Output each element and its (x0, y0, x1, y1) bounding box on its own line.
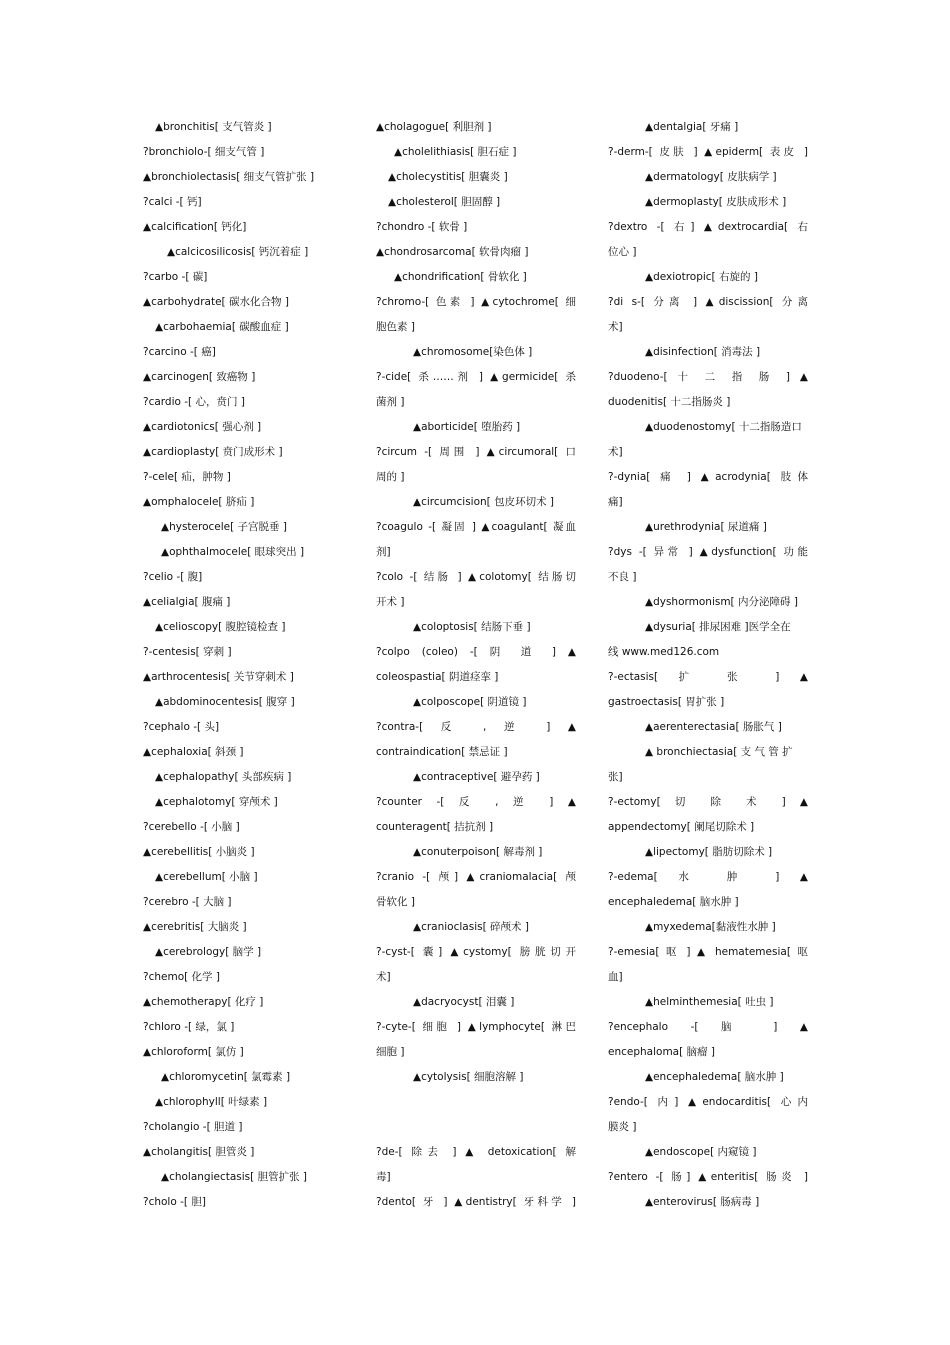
term-line: ?-cele[ 疝，肿物 ] (143, 471, 231, 483)
term-line: ▲colposcope[ 阴道镜 ] (413, 696, 527, 708)
term-line: ?colpo (coleo) -[ 阴 道 ] ▲ (376, 646, 576, 658)
term-line: ▲cholangiectasis[ 胆管扩张 ] (161, 1171, 308, 1183)
term-line: ?-emesia[ 呕 ] ▲ hematemesia[ 呕 (608, 946, 808, 958)
term-line: ?chromo-[ 色素 ] ▲cytochrome[ 细 (376, 296, 576, 308)
term-line: ▲hysterocele[ 子宫脱垂 ] (161, 521, 287, 533)
term-line: ?di s-[ 分离 ] ▲discission[ 分离 (608, 296, 808, 308)
term-line: ?encephalo -[ 脑 ] ▲ (608, 1021, 808, 1033)
term-line: contraindication[ 禁忌证 ] (376, 746, 508, 758)
term-line: ?endo-[ 内] ▲endocarditis[ 心内 (608, 1096, 808, 1108)
term-line: ▲bronchitis[ 支气管炎 ] (155, 121, 272, 133)
term-line: ?duodeno-[ 十 二 指 肠 ] ▲ (608, 371, 808, 383)
term-line: 开术 ] (376, 596, 405, 608)
term-line: ▲dysuria[ 排尿困难 ]医学全在 (645, 621, 791, 633)
term-line: ▲cytolysis[ 细胞溶解 ] (413, 1071, 524, 1083)
term-line: ▲cerebellitis[ 小脑炎 ] (143, 846, 255, 858)
term-line: ▲cerebritis[ 大脑炎 ] (143, 921, 247, 933)
term-line: ?entero -[ 肠] ▲enteritis[ 肠炎 ] (608, 1171, 808, 1183)
term-line: ▲dentalgia[ 牙痛 ] (645, 121, 739, 133)
term-line: 线 www.med126.com (608, 646, 720, 658)
term-line: ?chondro -[ 软骨 ] (376, 221, 468, 233)
term-line: ?cerebello -[ 小脑 ] (143, 821, 240, 833)
term-line: ?-centesis[ 穿刺 ] (143, 646, 232, 658)
term-line: appendectomy[ 阑尾切除术 ] (608, 821, 755, 833)
term-line: 骨软化 ] (376, 896, 415, 908)
term-line: ▲cephalotomy[ 穿颅术 ] (155, 796, 278, 808)
term-line: ▲cardioplasty[ 贲门成形术 ] (143, 446, 283, 458)
term-line: ?cranio -[ 颅] ▲craniomalacia[ 颅 (376, 871, 576, 883)
term-line: ▲cephaloxia[ 斜颈 ] (143, 746, 244, 758)
term-line: ▲dexiotropic[ 右旋的 ] (645, 271, 758, 283)
term-line: ▲cranioclasis[ 碎颅术 ] (413, 921, 529, 933)
term-line: ▲cholesterol[ 胆固醇 ] (388, 196, 501, 208)
term-line: ▲contraceptive[ 避孕药 ] (413, 771, 540, 783)
term-line: ▲arthrocentesis[ 关节穿刺术 ] (143, 671, 294, 683)
term-line: ▲bronchiolectasis[ 细支气管扩张 ] (143, 171, 315, 183)
term-line: 膜炎 ] (608, 1121, 637, 1133)
term-line: 张] (608, 771, 623, 783)
term-line: ?-edema[ 水 肿 ] ▲ (608, 871, 808, 883)
term-line: ▲encephaledema[ 脑水肿 ] (645, 1071, 784, 1083)
term-line: ▲circumcision[ 包皮环切术 ] (413, 496, 555, 508)
term-line: ▲duodenostomy[ 十二指肠造口 (645, 421, 802, 433)
term-line: ?-cyst-[ 囊] ▲cystomy[ 膀胱切开 (376, 946, 576, 958)
term-line: ?-ectasis[ 扩 张 ] ▲ (608, 671, 808, 683)
term-line: ▲cerebrology[ 脑学 ] (155, 946, 262, 958)
term-line: ▲celioscopy[ 腹腔镜检查 ] (155, 621, 286, 633)
term-line: ?cholangio -[ 胆道 ] (143, 1121, 243, 1133)
term-line: ?dextro -[ 右] ▲dextrocardia[ 右 (608, 221, 808, 233)
term-line: ▲celialgia[ 腹痛 ] (143, 596, 231, 608)
term-line: 血] (608, 971, 623, 983)
term-line: ▲urethrodynia[ 尿道痛 ] (645, 521, 767, 533)
term-line: ?carcino -[ 癌] (143, 346, 216, 358)
term-line: ▲lipectomy[ 脂肪切除术 ] (645, 846, 773, 858)
term-line: ▲dermatology[ 皮肤病学 ] (645, 171, 777, 183)
column-left (143, 115, 338, 1215)
term-line: ▲cholangitis[ 胆管炎 ] (143, 1146, 255, 1158)
column-right (608, 115, 808, 1215)
term-line: ▲chloroform[ 氯仿 ] (143, 1046, 244, 1058)
term-line: ▲aborticide[ 堕胎药 ] (413, 421, 521, 433)
term-line: ▲carbohaemia[ 碳酸血症 ] (155, 321, 289, 333)
term-line: ?-cyte-[ 细胞 ] ▲lymphocyte[ 淋巴 (376, 1021, 576, 1033)
term-line: ▲cholagogue[ 利胆剂 ] (376, 121, 492, 133)
term-line: 术] (376, 971, 391, 983)
term-line: ▲calcification[ 钙化] (143, 221, 247, 233)
term-line: ▲carcinogen[ 致癌物 ] (143, 371, 256, 383)
term-line: encephaledema[ 脑水肿 ] (608, 896, 739, 908)
term-line: ▲aerenterectasia[ 肠胀气 ] (645, 721, 782, 733)
blank-line (376, 1090, 576, 1115)
term-line: ▲enterovirus[ 肠病毒 ] (645, 1196, 760, 1208)
term-line: ▲dyshormonism[ 内分泌障碍 ] (645, 596, 798, 608)
term-line: ?dys -[ 异常 ] ▲dysfunction[ 功能 (608, 546, 808, 558)
term-line: ▲chromosome[染色体 ] (413, 346, 533, 358)
term-line: 菌剂 ] (376, 396, 405, 408)
term-line: ▲chondrosarcoma[ 软骨肉瘤 ] (376, 246, 529, 258)
term-line: encephaloma[ 脑瘤 ] (608, 1046, 715, 1058)
term-line: ▲dacryocyst[ 泪囊 ] (413, 996, 515, 1008)
term-line: ?celio -[ 腹] (143, 571, 203, 583)
term-line: ▲coloptosis[ 结肠下垂 ] (413, 621, 531, 633)
term-line: ▲chondrification[ 骨软化 ] (394, 271, 527, 283)
term-line: ▲myxedema[黏液性水肿 ] (645, 921, 776, 933)
term-line: 痛] (608, 496, 623, 508)
term-line: 毒] (376, 1171, 391, 1183)
term-line: 细胞 ] (376, 1046, 405, 1058)
term-line: ?circum -[ 周围 ] ▲circumoral[ 口 (376, 446, 576, 458)
term-line: ▲disinfection[ 消毒法 ] (645, 346, 761, 358)
term-line: ?colo -[ 结肠 ] ▲colotomy[ 结肠切 (376, 571, 576, 583)
term-line: 位心 ] (608, 246, 637, 258)
term-line: gastroectasis[ 胃扩张 ] (608, 696, 725, 708)
term-line: ?chemo[ 化学 ] (143, 971, 220, 983)
term-line: ▲ophthalmocele[ 眼球突出 ] (161, 546, 305, 558)
term-line: ▲conuterpoison[ 解毒剂 ] (413, 846, 543, 858)
term-line: ▲chlorophyll[ 叶绿素 ] (155, 1096, 268, 1108)
term-line: ▲carbohydrate[ 碳水化合物 ] (143, 296, 289, 308)
term-line: ?carbo -[ 碳] (143, 271, 208, 283)
column-middle (376, 115, 576, 1215)
term-line: ?dento[ 牙 ] ▲dentistry[ 牙科学 ] (376, 1196, 576, 1208)
term-line: ▲endoscope[ 内窥镜 ] (645, 1146, 757, 1158)
term-line: ▲chemotherapy[ 化疗 ] (143, 996, 264, 1008)
term-line: ?cerebro -[ 大脑 ] (143, 896, 232, 908)
term-line: 剂] (376, 546, 391, 558)
term-line: ▲chloromycetin[ 氯霉素 ] (161, 1071, 291, 1083)
term-line: ?de-[ 除去 ] ▲ detoxication[ 解 (376, 1146, 576, 1158)
term-line: 周的 ] (376, 471, 405, 483)
term-line: ▲dermoplasty[ 皮肤成形术 ] (645, 196, 787, 208)
term-line: ▲ bronchiectasia[ 支 气 管 扩 (645, 746, 793, 758)
term-line: ?-dynia[ 痛 ] ▲acrodynia[ 肢体 (608, 471, 808, 483)
term-line: ▲abdominocentesis[ 腹穿 ] (155, 696, 295, 708)
term-line: ?-cide[ 杀……剂 ] ▲germicide[ 杀 (376, 371, 576, 383)
term-line: ?-ectomy[ 切 除 术 ] ▲ (608, 796, 808, 808)
term-line: ▲omphalocele[ 脐疝 ] (143, 496, 255, 508)
term-line: ▲cephalopathy[ 头部疾病 ] (155, 771, 292, 783)
term-line: ?contra-[ 反 , 逆 ] ▲ (376, 721, 576, 733)
term-line: ▲calcicosilicosis[ 钙沉着症 ] (167, 246, 309, 258)
term-line: ?calci -[ 钙] (143, 196, 202, 208)
term-line: ?-derm-[ 皮肤 ] ▲epiderm[ 表皮 ] (608, 146, 808, 158)
term-line: 不良 ] (608, 571, 637, 583)
term-line: ?cardio -[ 心，贲门 ] (143, 396, 245, 408)
term-line: ?counter -[ 反 , 逆 ] ▲ (376, 796, 576, 808)
blank-line (376, 1115, 576, 1140)
term-line: coleospastia[ 阴道痉挛 ] (376, 671, 499, 683)
term-line: duodenitis[ 十二指肠炎 ] (608, 396, 731, 408)
term-line: ?bronchiolo-[ 细支气管 ] (143, 146, 265, 158)
term-line: ?cholo -[ 胆] (143, 1196, 206, 1208)
term-line: ?coagulo -[ 凝固 ] ▲coagulant[ 凝血 (376, 521, 576, 533)
term-line: 术] (608, 446, 623, 458)
term-line: ▲helminthemesia[ 吐虫 ] (645, 996, 774, 1008)
term-line: counteragent[ 拮抗剂 ] (376, 821, 494, 833)
term-line: 术] (608, 321, 623, 333)
term-line: ?chloro -[ 绿，氯 ] (143, 1021, 235, 1033)
term-line: 胞色素 ] (376, 321, 415, 333)
term-line: ▲cholelithiasis[ 胆石症 ] (394, 146, 517, 158)
term-line: ?cephalo -[ 头] (143, 721, 220, 733)
term-line: ▲cardiotonics[ 强心剂 ] (143, 421, 262, 433)
term-line: ▲cholecystitis[ 胆囊炎 ] (388, 171, 508, 183)
term-line: ▲cerebellum[ 小脑 ] (155, 871, 258, 883)
